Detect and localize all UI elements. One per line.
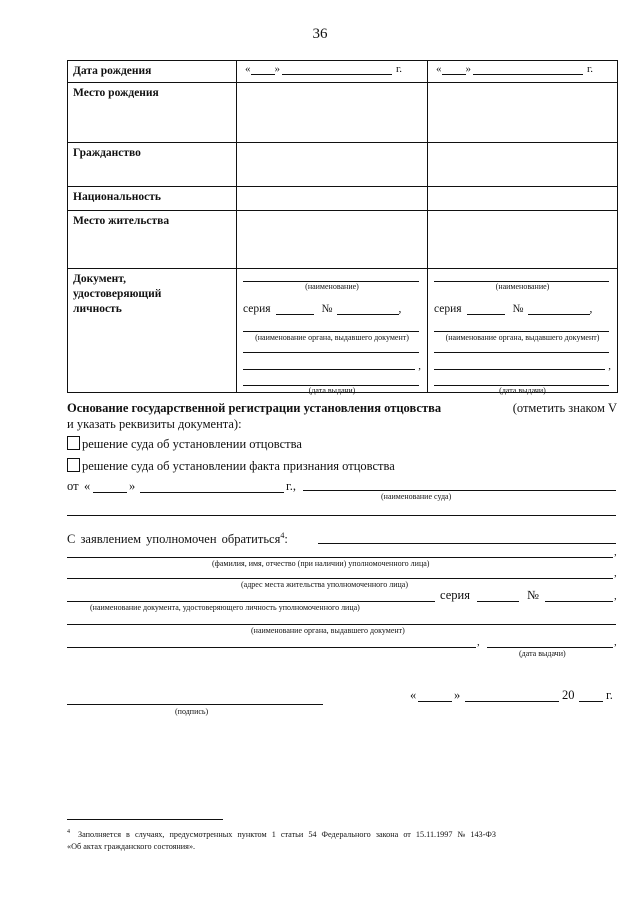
authorized-fio-field[interactable]	[67, 557, 613, 558]
sig-quote-close: »	[454, 688, 461, 702]
nationality-row	[68, 186, 618, 210]
basis-heading-rest-1: (отметить знаком V	[512, 401, 617, 415]
authorized-series-label: серия	[440, 588, 470, 602]
issuer-caption: (наименование органа, выдавшего документ)	[255, 332, 409, 342]
name-caption: (наименование)	[305, 281, 359, 291]
year-suffix: г.	[587, 63, 594, 75]
id-document-label: Документ, удостоверяющий личность	[68, 268, 237, 392]
sig-year-suffix: г.	[606, 688, 613, 702]
father-birth-date-field[interactable]	[237, 61, 428, 83]
father-residence-field[interactable]	[237, 210, 428, 268]
court-name-field[interactable]	[303, 490, 616, 491]
quote-close: »	[274, 63, 280, 75]
birth-place-row	[68, 82, 618, 142]
issue-date-caption: (дата выдачи)	[308, 385, 356, 395]
birth-place-label: Место рождения	[68, 82, 237, 142]
court-caption: (наименование суда)	[381, 492, 452, 501]
option-2-checkbox[interactable]	[67, 458, 80, 472]
mother-birth-date-field[interactable]	[428, 61, 618, 83]
sig-day-field[interactable]	[418, 701, 452, 702]
option-1-label: решение суда об установлении отцовства	[82, 437, 302, 451]
option-court-paternity[interactable]	[67, 436, 302, 452]
address-caption: (адрес места жительства уполномоченного лица)	[241, 580, 408, 589]
mother-nationality-field[interactable]	[428, 186, 618, 210]
quote-close: »	[129, 479, 136, 493]
footnote	[67, 826, 617, 853]
residence-label: Место жительства	[68, 210, 237, 268]
authorized-issuer-field-2[interactable]	[67, 647, 476, 648]
quote-open: «	[84, 479, 91, 493]
citizenship-label: Гражданство	[68, 142, 237, 186]
person-info-table	[67, 60, 618, 393]
mother-id-document-field[interactable]: (наименование) серия № , (наименование органа, выдавшего документ) , (дата выдачи)	[428, 268, 618, 392]
signature-field[interactable]	[67, 704, 323, 705]
issue-date-caption-2: (дата выдачи)	[519, 649, 566, 658]
fio-caption: (фамилия, имя, отчество (при наличии) уполномоченного лица)	[212, 559, 430, 568]
sig-quote-open: «	[410, 688, 417, 702]
authorized-field-1[interactable]	[318, 543, 616, 544]
court-name-field-2[interactable]	[67, 515, 616, 516]
sig-month-field[interactable]	[465, 701, 559, 702]
issuer-caption: (наименование органа, выдавшего документ)	[445, 332, 600, 342]
mother-citizenship-field[interactable]	[428, 142, 618, 186]
sig-year-prefix: 20	[562, 688, 575, 702]
mother-residence-field[interactable]	[428, 210, 618, 268]
authorized-number-field[interactable]	[545, 601, 613, 602]
quote-close: »	[465, 63, 471, 75]
name-caption: (наименование)	[495, 281, 550, 291]
basis-heading	[67, 400, 617, 432]
option-1-checkbox[interactable]	[67, 436, 80, 450]
authorized-issuer-field[interactable]	[67, 624, 616, 625]
authorized-label: С заявлением уполномочен обратиться$^4$:	[67, 531, 288, 547]
birth-date-row	[68, 61, 618, 83]
father-id-document-field[interactable]: (наименование) серия № , (наименование органа, выдавшего документ) , (дата выдачи)	[237, 268, 428, 392]
citizenship-row	[68, 142, 618, 186]
issue-date-caption: (дата выдачи)	[499, 385, 546, 395]
mother-birth-place-field[interactable]	[428, 82, 618, 142]
footnote-separator	[67, 819, 223, 820]
authorized-address-field[interactable]	[67, 578, 613, 579]
number-label: №	[512, 302, 524, 315]
court-date-day[interactable]	[93, 492, 127, 493]
signature-caption: (подпись)	[175, 707, 209, 716]
number-label: №	[321, 302, 333, 315]
id-document-row	[68, 268, 618, 392]
footnote-text-1: Заполняется в случаях, предусмотренных пунктом 1 статьи 54 Федерального закона от 15.11.1997 № 143-ФЗ	[78, 829, 496, 839]
authorized-series-field[interactable]	[477, 601, 519, 602]
quote-open: «	[436, 63, 442, 75]
basis-heading-bold: Основание государственной регистрации установления отцовства	[67, 401, 442, 415]
footnote-mark: 4	[67, 829, 70, 835]
nationality-label: Национальность	[68, 186, 237, 210]
option-court-recognition[interactable]	[67, 458, 395, 474]
authorized-doc-field[interactable]	[67, 601, 435, 602]
from-label: от	[67, 479, 79, 493]
court-year-suffix: г.,	[286, 479, 296, 493]
sig-year-field[interactable]	[579, 701, 603, 702]
father-nationality-field[interactable]	[237, 186, 428, 210]
basis-heading-rest-2: и указать реквизиты документа):	[67, 417, 242, 431]
court-date-month[interactable]	[140, 492, 284, 493]
father-citizenship-field[interactable]	[237, 142, 428, 186]
residence-row	[68, 210, 618, 268]
year-suffix: г.	[396, 63, 403, 75]
series-label: серия	[243, 302, 271, 315]
authorized-issue-date-field[interactable]	[487, 647, 613, 648]
footnote-text-2: «Об актах гражданского состояния».	[67, 841, 196, 851]
quote-open: «	[245, 63, 251, 75]
authorized-number-label: №	[527, 588, 539, 602]
issuer-caption-2: (наименование органа, выдавшего документ)	[251, 626, 405, 635]
series-label: серия	[434, 302, 462, 315]
doc-caption: (наименование документа, удостоверяющего личность уполномоченного лица)	[90, 603, 360, 612]
page-number: 36	[312, 26, 328, 42]
birth-date-label: Дата рождения	[68, 61, 237, 83]
option-2-label: решение суда об установлении факта признания отцовства	[82, 459, 395, 473]
father-birth-place-field[interactable]	[237, 82, 428, 142]
